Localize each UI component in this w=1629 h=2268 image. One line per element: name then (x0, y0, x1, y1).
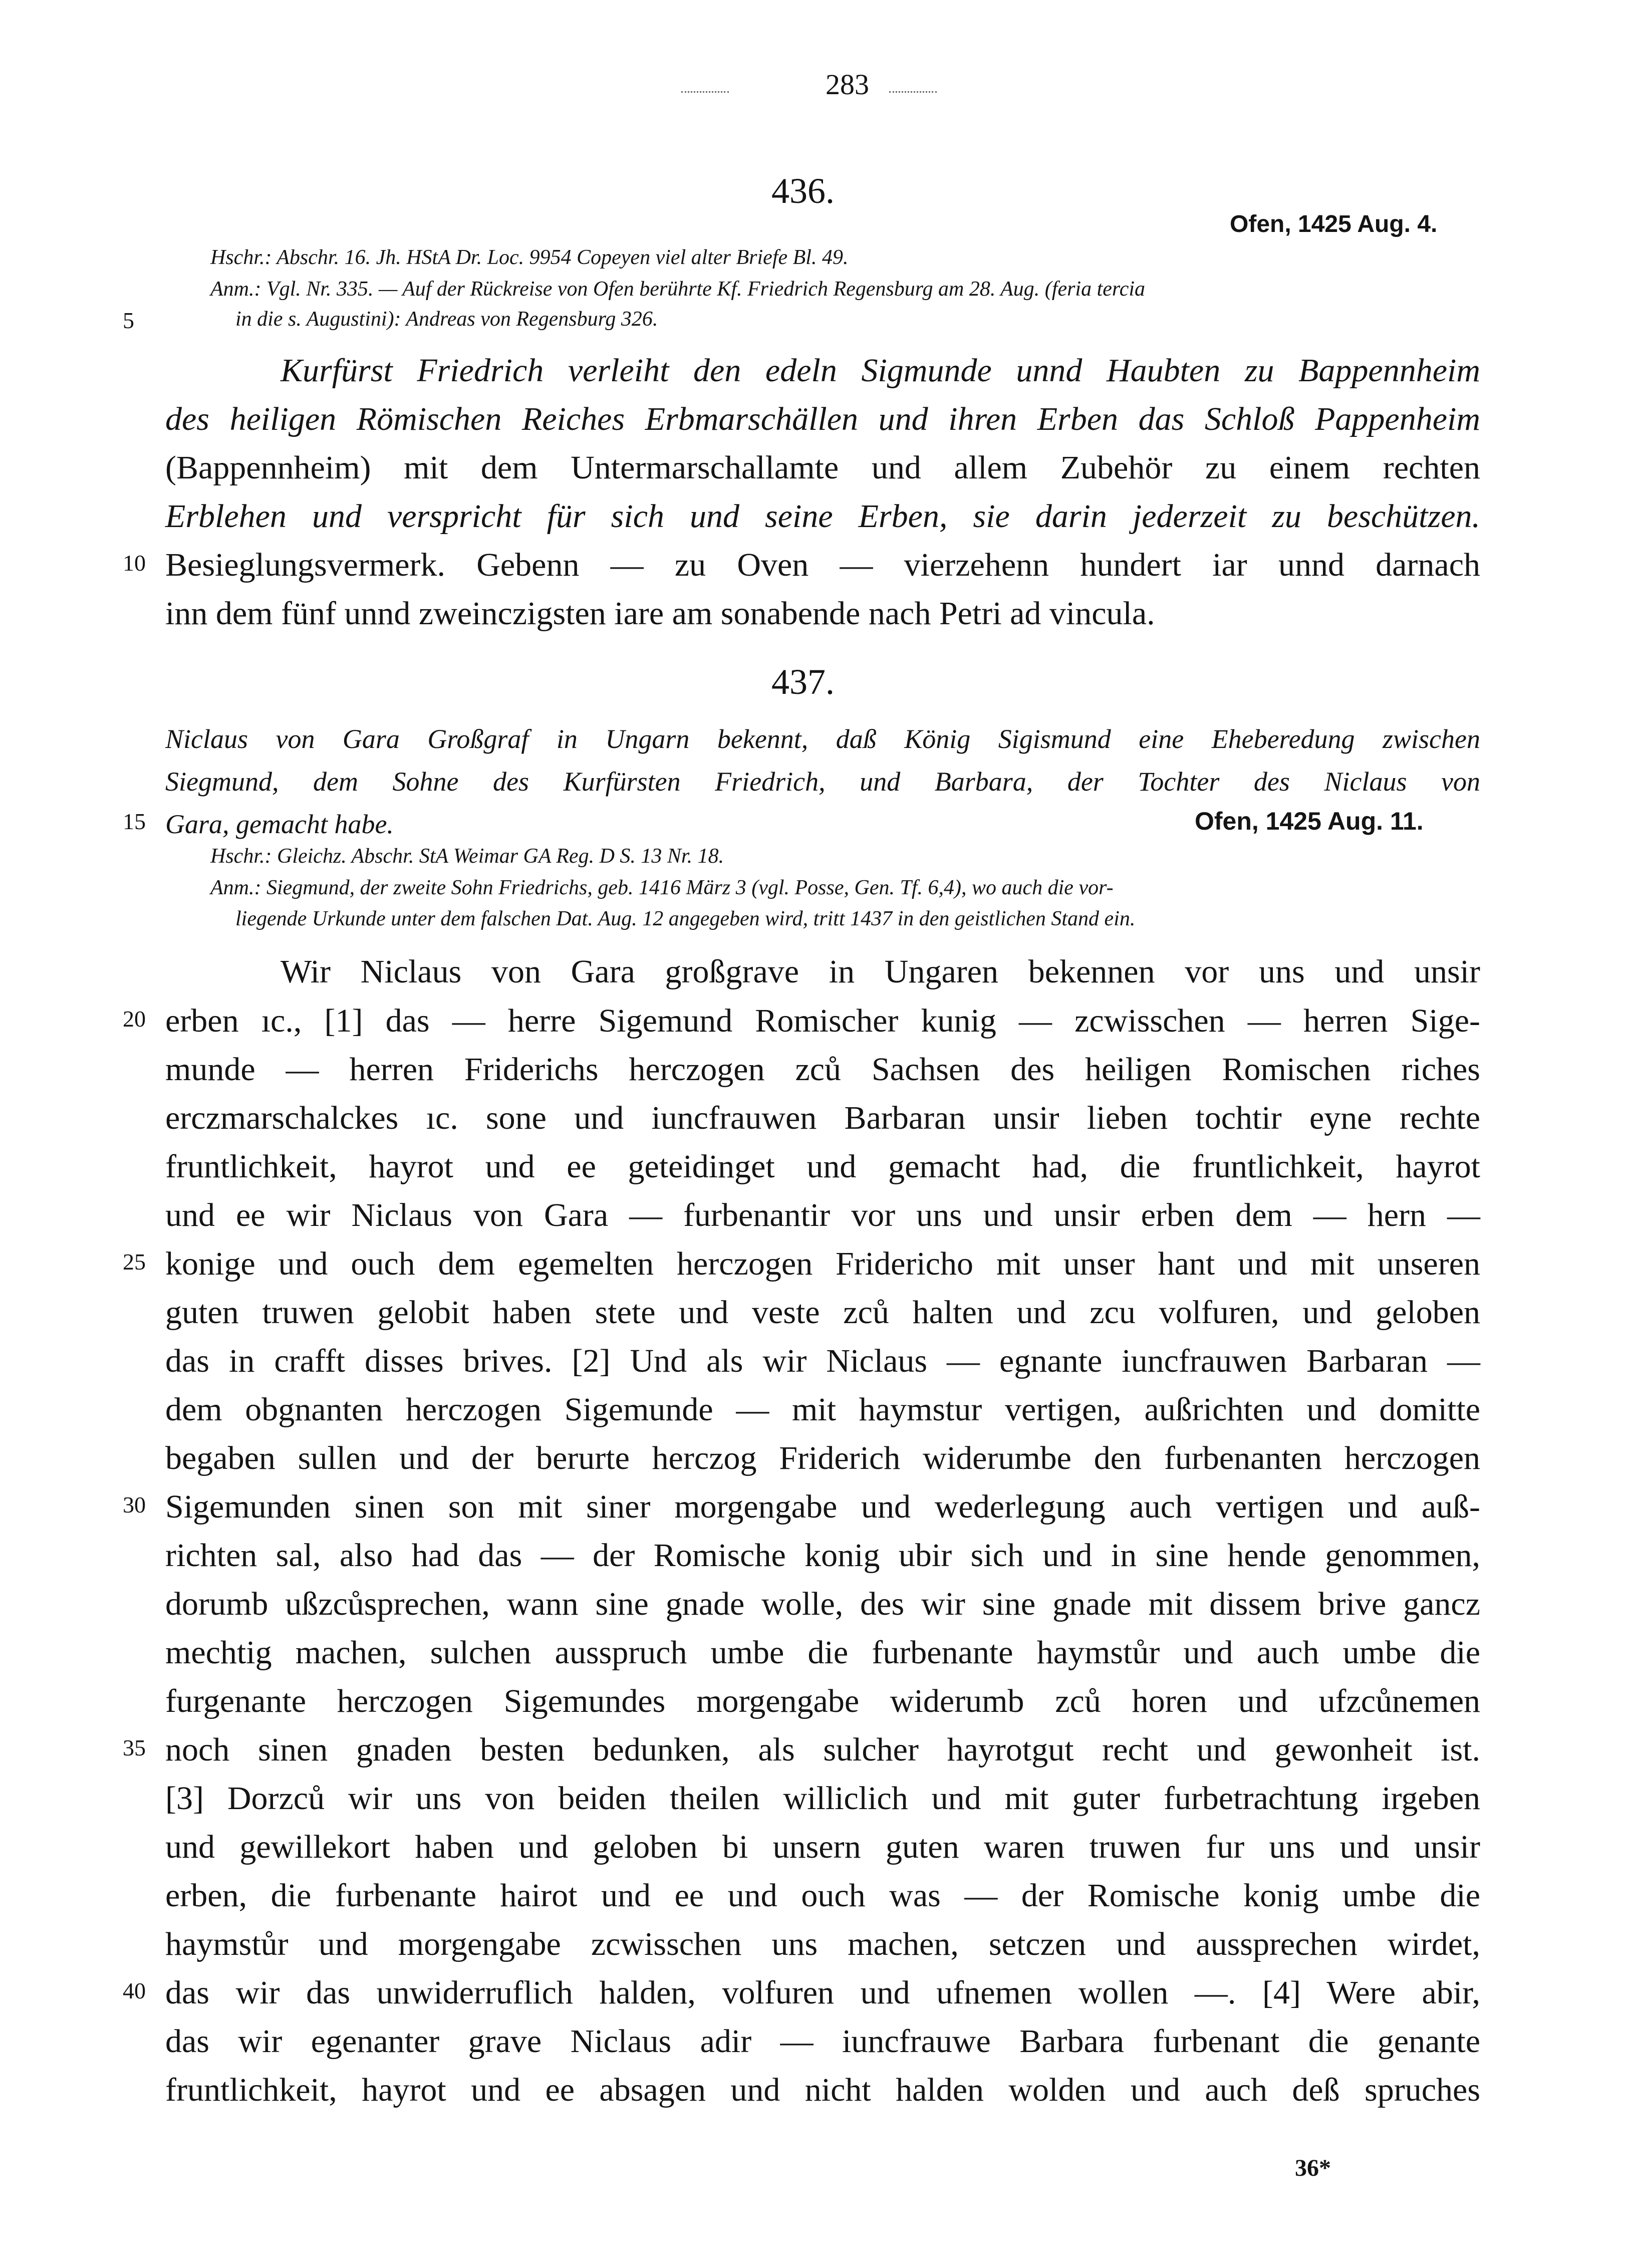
doc-436-number: 436. (771, 171, 835, 211)
header-rule-left (681, 91, 729, 93)
line-number-25: 25 (123, 1249, 146, 1275)
doc-437-text-line: und ee wir Niclaus von Gara — furbenantir vor uns und unsir erben dem — hern — (165, 1197, 1480, 1233)
doc-437-text-line: richten sal, also had das — der Romische konig ubir sich und in sine hende genommen, (165, 1537, 1480, 1574)
doc-437-text-line: erczmarschalckes ıc. sone und iuncfrauwen Barbaran unsir lieben tochtir eyne rechte (165, 1100, 1480, 1136)
doc-437-hschr: Hschr.: Gleichz. Abschr. StA Weimar GA Reg. D S. 13 Nr. 18. (210, 845, 724, 868)
doc-437-regest-line: Niclaus von Gara Großgraf in Ungarn bekennt, daß König Sigismund eine Eheberedung zwischen (165, 724, 1480, 754)
doc-437-text-line: munde — herren Friderichs herczogen zců Sachsen des heiligen Romischen riches (165, 1051, 1480, 1088)
doc-437-regest-line: Siegmund, dem Sohne des Kurfürsten Friedrich, und Barbara, der Tochter des Niclaus von (165, 767, 1480, 797)
doc-437-text-line: dem obgnanten herczogen Sigemunde — mit haymstur vertigen, außrichten und domitte (165, 1391, 1480, 1428)
doc-437-text-line: begaben sullen und der berurte herczog Friderich widerumbe den furbenanten herczogen (165, 1440, 1480, 1476)
line-number-5: 5 (123, 308, 134, 333)
doc-436-place-date: Ofen, 1425 Aug. 4. (1230, 211, 1438, 237)
doc-437-text-line: das wir egenanter grave Niclaus adir — iuncfrauwe Barbara furbenant die genante (165, 2023, 1480, 2060)
doc-437-text-line: erben, die furbenante hairot und ee und ouch was — der Romische konig umbe die (165, 1877, 1480, 1914)
doc-437-number: 437. (771, 662, 835, 702)
doc-436-anm-1: Anm.: Vgl. Nr. 335. — Auf der Rückreise von Ofen berührte Kf. Friedrich Regensburg am 28. Aug. (feria tercia (210, 278, 1146, 301)
signature-mark: 36* (1295, 2155, 1331, 2181)
line-number-15: 15 (123, 809, 146, 834)
doc-437-anm-2: liegende Urkunde unter dem falschen Dat. Aug. 12 angegeben wird, tritt 1437 in den geistlichen Stand ein. (235, 907, 1136, 930)
doc-437-text-line: dorumb ußzcůsprechen, wann sine gnade wolle, des wir sine gnade mit dissem brive gancz (165, 1586, 1480, 1622)
doc-437-text-line: das wir das unwiderruflich halden, volfuren und ufnemen wollen —. [4] Were abir, (165, 1974, 1480, 2011)
line-number-10: 10 (123, 550, 146, 576)
line-number-35: 35 (123, 1735, 146, 1760)
doc-437-place-date: Ofen, 1425 Aug. 11. (1195, 807, 1424, 835)
doc-437-text-line: Sigemunden sinen son mit siner morgengabe und wederlegung auch vertigen und auß- (165, 1488, 1480, 1525)
doc-437-text-line: Wir Niclaus von Gara großgrave in Ungaren bekennen vor uns und unsir (281, 953, 1480, 990)
doc-436-text-line: (Bappennheim) mit dem Untermarschallamte und allem Zubehör zu einem rechten (165, 449, 1480, 486)
doc-436-anm-2: in die s. Augustini): Andreas von Regensburg 326. (235, 308, 658, 331)
doc-436-text-line: des heiligen Römischen Reiches Erbmarschällen und ihren Erben das Schloß Pappenheim (165, 401, 1480, 437)
doc-437-text-line: furgenante herczogen Sigemundes morgengabe widerumb zců horen und ufzcůnemen (165, 1683, 1480, 1719)
doc-437-text-line: mechtig machen, sulchen ausspruch umbe die furbenante haymstůr und auch umbe die (165, 1634, 1480, 1671)
doc-437-regest-line: Gara, gemacht habe. (165, 809, 394, 839)
doc-436-text-line: Besieglungsvermerk. Gebenn — zu Oven — vierzehenn hundert iar unnd darnach (165, 547, 1480, 583)
line-number-30: 30 (123, 1492, 146, 1518)
line-number-20: 20 (123, 1006, 146, 1032)
doc-437-text-line: guten truwen gelobit haben stete und veste zců halten und zcu volfuren, und geloben (165, 1294, 1480, 1331)
doc-436-text-line: inn dem fünf unnd zweinczigsten iare am sonabende nach Petri ad vincula. (165, 595, 1155, 632)
doc-437-text-line: fruntlichkeit, hayrot und ee geteidinget und gemacht had, die fruntlichkeit, hayrot (165, 1148, 1480, 1185)
doc-437-text-line: das in crafft disses brives. [2] Und als wir Niclaus — egnante iuncfrauwen Barbaran — (165, 1343, 1480, 1379)
doc-437-text-line: konige und ouch dem egemelten herczogen Fridericho mit unser hant und mit unseren (165, 1245, 1480, 1282)
header-rule-right (889, 91, 937, 93)
doc-437-text-line: haymstůr und morgengabe zcwisschen uns machen, setczen und aussprechen wirdet, (165, 1926, 1480, 1962)
page-number: 283 (826, 68, 869, 101)
doc-436-hschr: Hschr.: Abschr. 16. Jh. HStA Dr. Loc. 9954 Copeyen viel alter Briefe Bl. 49. (210, 246, 849, 269)
doc-436-text-line: Erblehen und verspricht für sich und seine Erben, sie darin jederzeit zu beschützen. (165, 498, 1480, 535)
doc-437-text-line: fruntlichkeit, hayrot und ee absagen und nicht halden wolden und auch deß spruches (165, 2072, 1480, 2108)
doc-437-text-line: noch sinen gnaden besten bedunken, als sulcher hayrotgut recht und gewonheit ist. (165, 1731, 1480, 1768)
doc-437-text-line: und gewillekort haben und geloben bi unsern guten waren truwen fur uns und unsir (165, 1829, 1480, 1865)
doc-437-anm-1: Anm.: Siegmund, der zweite Sohn Friedrichs, geb. 1416 März 3 (vgl. Posse, Gen. Tf. 6,4), wo auch die vor- (210, 876, 1114, 899)
doc-437-text-line: erben ıc., [1] das — herre Sigemund Romischer kunig — zcwisschen — herren Sige- (165, 1002, 1480, 1039)
doc-437-text-line: [3] Dorzců wir uns von beiden theilen williclich und mit guter furbetrachtung irgeben (165, 1780, 1480, 1817)
doc-436-text-line: Kurfürst Friedrich verleiht den edeln Sigmunde unnd Haubten zu Bappennheim (281, 352, 1480, 389)
line-number-40: 40 (123, 1978, 146, 2003)
